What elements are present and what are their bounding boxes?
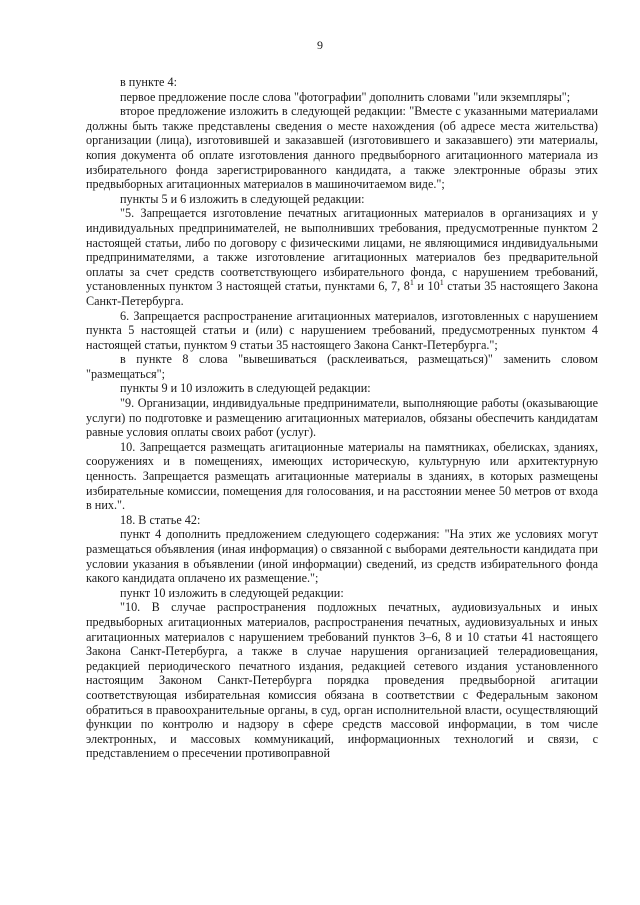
- paragraph: в пункте 8 слова "вывешиваться (расклеиваться, размещаться)" заменить словом "размещаться";: [86, 352, 598, 381]
- paragraph: первое предложение после слова "фотографии" дополнить словами "или экземпляры";: [120, 89, 571, 104]
- paragraph: второе предложение изложить в следующей редакции: "Вместе с указанными материалами должны быть также представлены сведения о месте нахождения (об адресе места жительства) организации (лица), изготовившей и заказавшей (изготовившего и заказавшего) эти материалы, копия документа об оплате изготовления данного предвыборного агитационного материала из избирательного фонда зарегистрированного кандидата, а также электронные образы этих предвыборных агитационных материалов в машиночитаемом виде.";: [86, 104, 598, 192]
- page-number: 9: [317, 38, 323, 52]
- superscript: 1: [439, 278, 444, 288]
- paragraph: пункты 5 и 6 изложить в следующей редакции:: [120, 191, 365, 206]
- paragraph: "5. Запрещается изготовление печатных агитационных материалов в организациях и у индивидуальных предпринимателей, не выполнивших требования, предусмотренные пунктом 2 настоящей статьи, либо по договору с физическими лицами, не являющимися индивидуальными предпринимателями, а также изготовление агитационных материалов без предварительной оплаты за счет средств соответствующего избирательного фонда, с нарушением требований, установленных пунктом 3 настоящей статьи, пунктами 6, 7, $8^1$ и $10^1$ статьи 35 настоящего Закона Санкт-Петербурга.: [86, 206, 598, 308]
- paragraph: 18. В статье 42:: [120, 512, 201, 527]
- superscript: 1: [409, 278, 414, 288]
- paragraph: пункт 4 дополнить предложением следующего содержания: "На этих же условиях могут размещаться объявления (иная информация) о связанной с выборами деятельности кандидата при условии указания в объявлении (иной информации) сведений, из средств избирательного фонда какого кандидата оплачено их размещение.";: [86, 527, 598, 586]
- paragraph: 6. Запрещается распространение агитационных материалов, изготовленных с нарушением пункта 5 настоящей статьи и (или) с нарушением требований, предусмотренных пунктом 4 настоящей статьи, пунктом 9 статьи 35 настоящего Закона Санкт-Петербурга.";: [86, 308, 598, 352]
- paragraph: пункт 10 изложить в следующей редакции:: [120, 585, 344, 600]
- paragraph: "9. Организации, индивидуальные предприниматели, выполняющие работы (оказывающие услуги) по подготовке и размещению агитационных материалов, обязаны обеспечить кандидатам равные условия оплаты своих работ (услуг).: [86, 396, 598, 440]
- document-body: [86, 75, 598, 761]
- paragraph: в пункте 4:: [120, 75, 177, 89]
- paragraph: "10. В случае распространения подложных печатных, аудиовизуальных и иных предвыборных агитационных материалов, распространения печатных, аудиовизуальных и иных агитационных материалов с нарушением требований пунктов 3–6, 8 и 10 статьи 41 настоящего Закона Санкт-Петербурга, а также в случае нарушения организацией телерадиовещания, редакцией периодического печатного издания, редакцией сетевого издания установленного настоящим Законом Санкт-Петербурга порядка проведения предвыборной агитации соответствующая избирательная комиссия обязана в соответствии с Федеральным законом обратиться в правоохранительные органы, в суд, орган исполнительной власти, осуществляющий функции по контролю и надзору в сфере средств массовой информации, в том числе электронных, и массовых коммуникаций, информационных технологий и связи, с представлением о пресечении противоправной: [86, 600, 598, 761]
- paragraph: пункты 9 и 10 изложить в следующей редакции:: [120, 381, 371, 396]
- paragraph: 10. Запрещается размещать агитационные материалы на памятниках, обелисках, зданиях, сооружениях и в помещениях, имеющих историческую, культурную или архитектурную ценность. Запрещается размещать агитационные материалы в зданиях, в которых размещены избирательные комиссии, помещения для голосования, и на расстоянии менее 50 метров от входа в них.".: [86, 439, 598, 513]
